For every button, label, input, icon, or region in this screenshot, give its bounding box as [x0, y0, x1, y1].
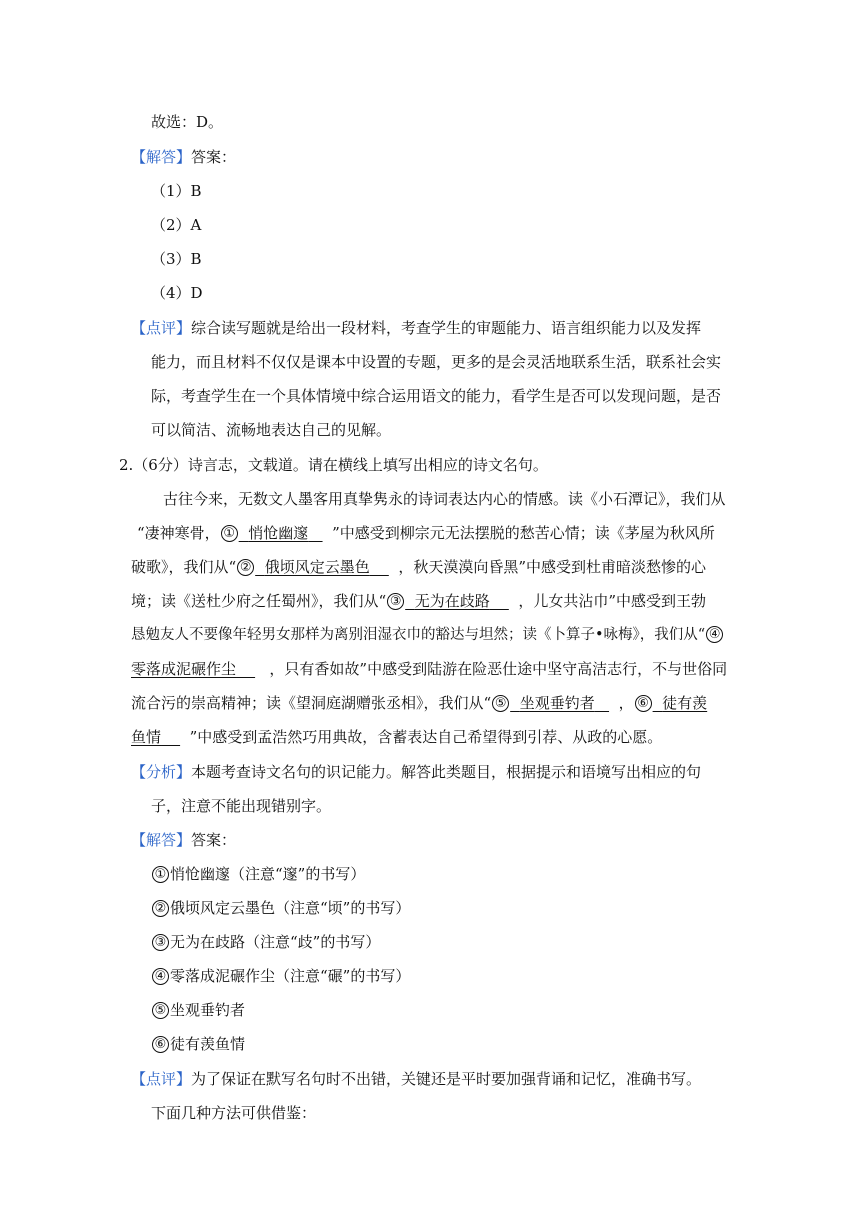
- analysis-tag: 【分析】: [131, 763, 192, 781]
- comment-tag: 【点评】: [131, 319, 192, 337]
- comment-line: 下面几种方法可供借鉴：: [151, 1104, 317, 1122]
- circle-number: ⑥: [635, 695, 652, 712]
- circle-number: ⑤: [492, 695, 509, 712]
- answer-item: （2）A: [151, 216, 202, 234]
- circle-number: ④: [706, 626, 723, 643]
- circle-number: ②: [237, 559, 254, 576]
- blank-answer: 坐观垂钓者: [519, 694, 595, 712]
- comment-tag: 【点评】: [131, 1070, 192, 1088]
- passage-line: 鱼情 ”中感受到孟浩然巧用典故，含蓄表达自己希望得到引荐、从政的心愿。: [131, 728, 663, 746]
- blank-answer: 零落成泥碾作尘: [131, 660, 237, 678]
- passage-line: 恳勉友人不要像年轻男女那样为离别泪湿衣巾的豁达与坦然；读《卜算子•咏梅》，我们从“ ④: [131, 625, 724, 645]
- comment-line: 能力，而且材料不仅仅是课本中设置的专题，更多的是会灵活地联系生活，联系社会实: [151, 353, 722, 371]
- answer-label: 答案：: [191, 148, 237, 166]
- circle-number: ①: [221, 525, 238, 542]
- comment-line: 【点评】为了保证在默写名句时不出错，关键还是平时要加强背诵和记忆，准确书写。: [131, 1070, 702, 1088]
- question-header: 2.（6分）诗言志，文载道。请在横线上填写出相应的诗文名句。: [119, 456, 548, 474]
- answer-item: ④ 零落成泥碾作尘（注意“碾”的书写）: [151, 966, 410, 986]
- passage-line: 流合污的崇高精神；读《望洞庭湖赠张丞相》，我们从“ ⑤ 坐观垂钓者 ， ⑥ 徒有羡: [131, 694, 708, 712]
- conclusion-text: 故选：D。: [151, 113, 224, 131]
- answer-tag: 【解答】: [131, 148, 192, 166]
- passage-line: 境；读《送杜少府之任蜀州》，我们从“ ③ 无为在歧路 ，儿女共沾巾”中感受到王勃: [131, 592, 707, 610]
- blank-answer: 徒有羡: [662, 694, 708, 712]
- blank-answer: 俄顷风定云墨色: [264, 558, 370, 576]
- passage-line: 古往今来，无数文人墨客用真挚隽永的诗词表达内心的情感。读《小石潭记》，我们从: [163, 490, 726, 508]
- comment-line: 【点评】综合读写题就是给出一段材料，考查学生的审题能力、语言组织能力以及发挥: [131, 319, 702, 337]
- answer-tag: 【解答】: [131, 831, 192, 849]
- answer-item: ⑥ 徒有羡鱼情: [151, 1034, 245, 1054]
- answer-heading: [131, 147, 236, 167]
- comment-line: 可以简洁、流畅地表达自己的见解。: [151, 421, 392, 439]
- answer-item: （3）B: [151, 250, 202, 268]
- circle-number: ③: [387, 593, 404, 610]
- analysis-line: 【分析】本题考查诗文名句的识记能力。解答此类题目，根据提示和语境写出相应的句: [131, 763, 702, 781]
- answer-label: 答案：: [191, 831, 237, 849]
- blank-answer: 鱼情: [131, 728, 162, 746]
- answer-heading: [131, 830, 236, 850]
- answer-item: ② 俄顷风定云墨色（注意“顷”的书写）: [151, 898, 410, 918]
- answer-item: ③ 无为在歧路（注意“歧”的书写）: [151, 932, 380, 952]
- answer-item: （1）B: [151, 182, 202, 200]
- answer-item: ① 悄怆幽邃（注意“邃”的书写）: [151, 864, 365, 884]
- comment-line: 际，考查学生在一个具体情境中综合运用语文的能力，看学生是否可以发现问题，是否: [151, 387, 722, 405]
- passage-line: “凄神寒骨， ① 悄怆幽邃 ”中感受到柳宗元无法摆脱的愁苦心情；读《茅屋为秋风所: [137, 524, 715, 542]
- passage-line: 零落成泥碾作尘 ，只有香如故”中感受到陆游在险恶仕途中坚守高洁志行，不与世俗同: [131, 660, 728, 678]
- blank-answer: 悄怆幽邃: [248, 524, 309, 542]
- answer-item: （4）D: [151, 284, 203, 302]
- analysis-line: 子，注意不能出现错别字。: [151, 797, 332, 815]
- passage-line: 破歌》，我们从“ ② 俄顷风定云墨色 ，秋天漠漠向昏黑”中感受到杜甫暗淡愁惨的心: [131, 558, 707, 576]
- answer-item: ⑤ 坐观垂钓者: [151, 1000, 245, 1020]
- blank-answer: 无为在歧路: [414, 592, 490, 610]
